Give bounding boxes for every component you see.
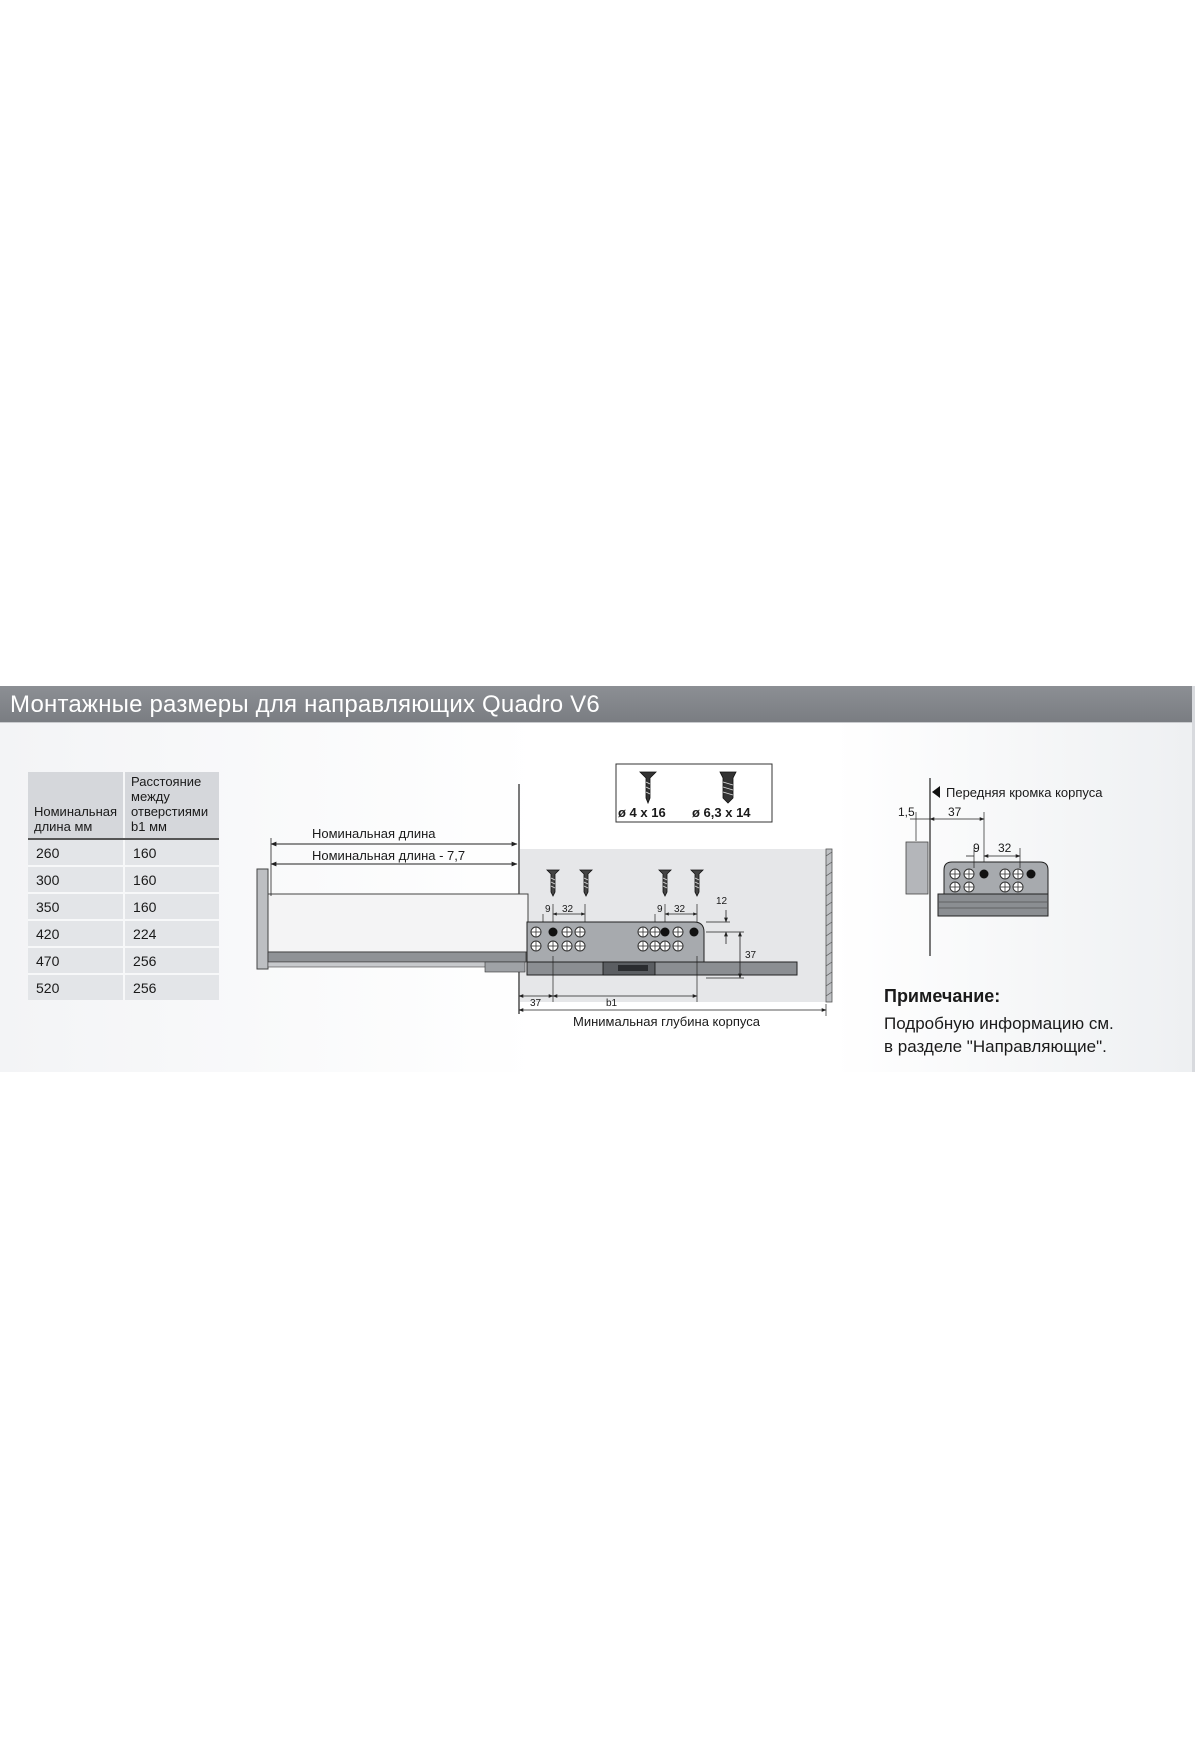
label-dim-32: 32: [562, 904, 574, 915]
cell-length: 350: [28, 893, 124, 920]
detail-view: [898, 778, 1103, 956]
label-screw-4x16: ø 4 x 16: [618, 805, 666, 820]
cell-b1: 256: [124, 947, 219, 974]
cell-length: 470: [28, 947, 124, 974]
note-heading: Примечание:: [884, 986, 1001, 1006]
cell-b1: 160: [124, 866, 219, 893]
label-dim-9: 9: [545, 904, 551, 915]
note-body: [884, 1012, 1174, 1058]
screw-legend: [616, 764, 772, 822]
cell-b1: 256: [124, 974, 219, 1000]
header-hole-distance: Расстояние между отверстиями b1 мм: [124, 772, 219, 839]
note-line-1: Подробную информацию см.: [884, 1014, 1114, 1033]
drawer-front: [257, 869, 268, 969]
label-detail-dim-32: 32: [998, 841, 1012, 855]
label-dim-37-vertical: 37: [745, 950, 757, 961]
detail-front-panel: [906, 842, 928, 894]
label-dim-9b: 9: [657, 904, 663, 915]
cell-b1: 224: [124, 920, 219, 947]
drawer-runner: [268, 952, 526, 962]
label-dim-37: 37: [530, 998, 542, 1009]
cell-b1: 160: [124, 839, 219, 866]
cell-length: 300: [28, 866, 124, 893]
label-dim-12: 12: [716, 896, 728, 907]
note-line-2: в разделе "Направляющие".: [884, 1037, 1107, 1056]
label-detail-dim-37: 37: [948, 805, 962, 819]
label-dim-1-5: 1,5: [898, 805, 915, 819]
label-min-depth: Минимальная глубина корпуса: [573, 1014, 760, 1029]
cell-length: 260: [28, 839, 124, 866]
drawer-box: [268, 894, 528, 952]
cabinet-back-wall: [826, 849, 832, 1002]
page-title: Монтажные размеры для направляющих Quadro V6: [10, 691, 600, 718]
label-nominal-length-minus: Номинальная длина - 7,7: [312, 848, 466, 863]
label-detail-dim-9: 9: [973, 841, 980, 855]
label-dim-32b: 32: [674, 904, 686, 915]
header-nominal-length: Номинальная длина мм: [28, 772, 124, 839]
cell-b1: 160: [124, 893, 219, 920]
label-front-edge: Передняя кромка корпуса: [946, 785, 1103, 800]
detail-rail: [938, 862, 1048, 916]
diagram-panel: [0, 686, 1195, 1072]
cell-length: 420: [28, 920, 124, 947]
label-screw-6-3x14: ø 6,3 x 14: [692, 805, 751, 820]
label-nominal-length: Номинальная длина: [312, 826, 436, 841]
label-dim-b1: b1: [606, 998, 618, 1009]
dim-nominal-length-minus: [271, 848, 517, 864]
front-edge-marker-icon: [932, 786, 940, 798]
cell-length: 520: [28, 974, 124, 1000]
